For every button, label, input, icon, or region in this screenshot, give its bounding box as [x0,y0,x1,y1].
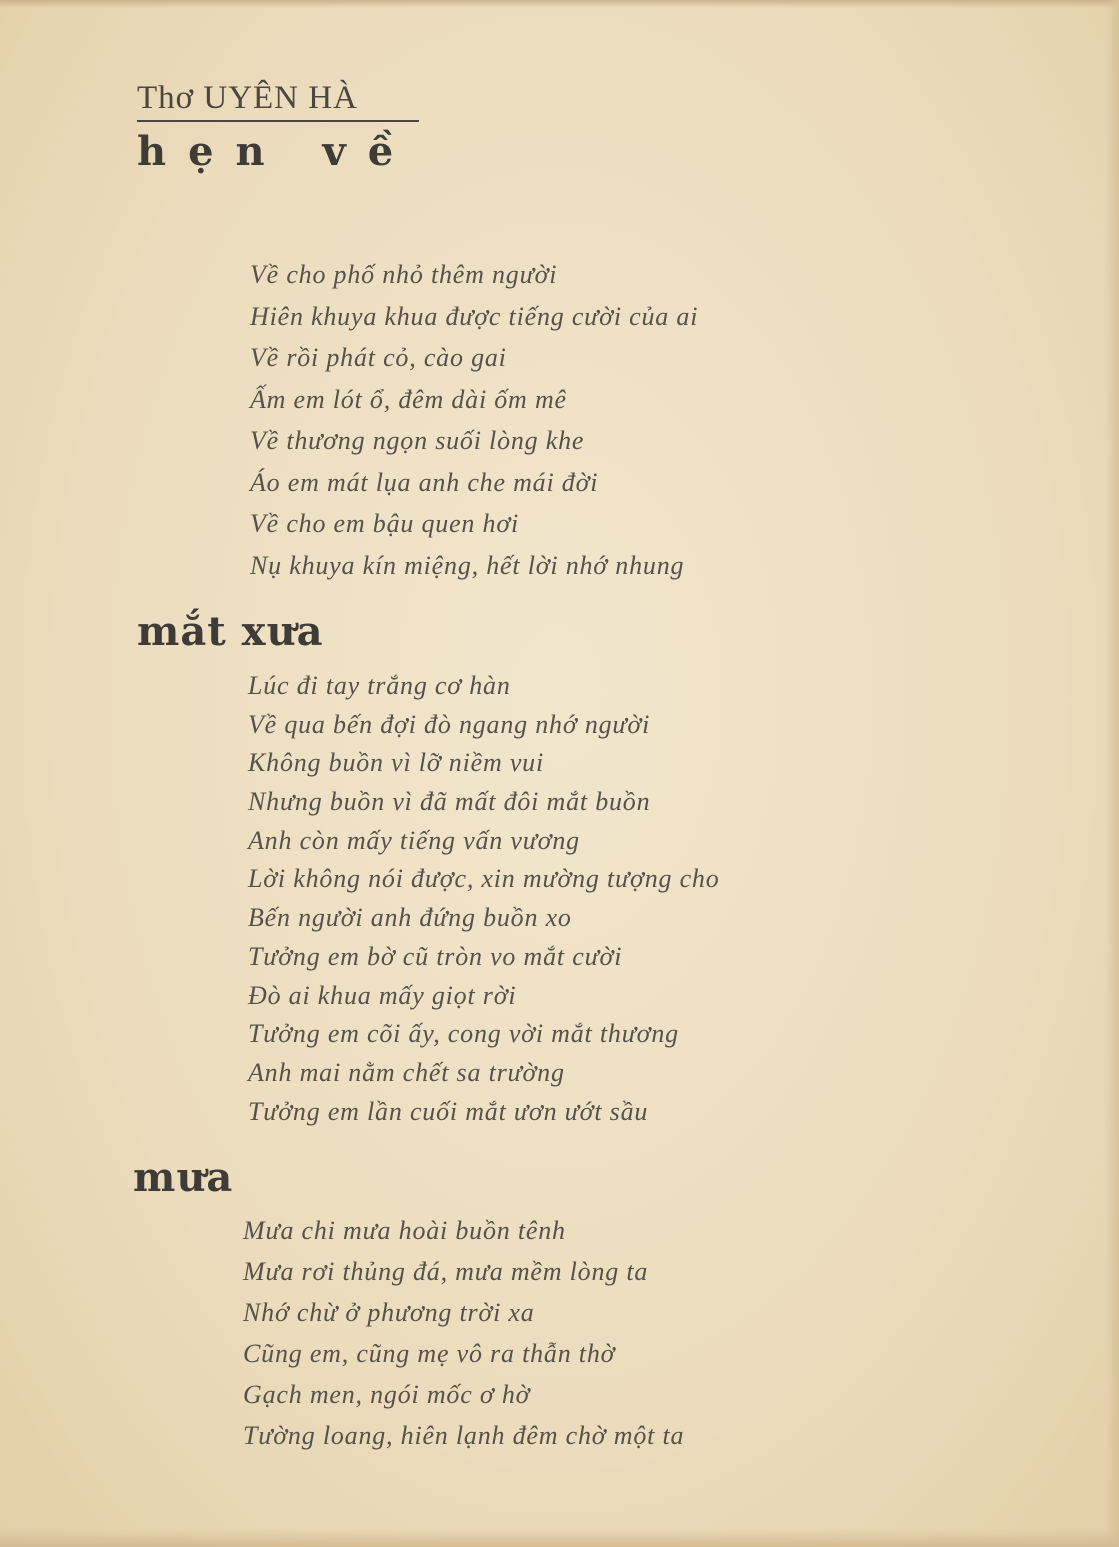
poem-line: Đò ai khua mấy giọt rời [248,980,517,1010]
poem-line: Không buồn vì lỡ niềm vui [248,748,545,778]
poem-line: Tường loang, hiên lạnh đêm chờ một ta [243,1421,685,1450]
poem-title-mua: mưa [133,1154,234,1201]
poem-line: Về cho em bậu quen hơi [250,509,520,538]
poem-line: Ấm em lót ổ, đêm dài ốm mê [250,384,567,414]
poem-line: Lúc đi tay trắng cơ hàn [248,671,511,700]
poem-line: Tưởng em cõi ấy, cong vời mắt thương [248,1019,679,1049]
poem-line: Bến người anh đứng buồn xo [248,903,572,933]
poem-title-mat-xua: mắt xưa [137,608,324,655]
author-byline: Thơ UYÊN HÀ [137,80,419,122]
poem-line: Gạch men, ngói mốc ơ hờ [243,1380,531,1409]
poem-line: Nụ khuya kín miệng, hết lời nhớ nhung [250,550,685,580]
poem-line: Anh mai nằm chết sa trường [248,1057,565,1087]
poem-line: Anh còn mấy tiếng vấn vương [248,825,580,855]
poem-hen-ve [250,254,698,586]
poem-line: Về qua bến đợi đò ngang nhớ người [248,709,651,739]
poem-mat-xua [248,667,720,1131]
poem-line: Cũng em, cũng mẹ vô ra thẫn thờ [243,1339,616,1368]
poem-line: Lời không nói được, xin mường tượng cho [248,864,720,894]
poem-line: Tưởng em lần cuối mắt ươn ướt sầu [248,1096,649,1126]
poem-line: Về cho phố nhỏ thêm người [250,260,558,289]
poem-line: Nhớ chừ ở phương trời xa [243,1298,535,1327]
poem-title-hen-ve: hẹn về [137,128,416,175]
poem-line: Mưa chi mưa hoài buồn tênh [243,1216,566,1245]
poem-line: Áo em mát lụa anh che mái đời [250,467,599,497]
poem-line: Tưởng em bờ cũ tròn vo mắt cười [248,941,623,971]
poem-line: Nhưng buồn vì đã mất đôi mắt buồn [248,787,651,817]
poem-line: Hiên khuya khua được tiếng cười của ai [250,301,699,331]
poem-line: Về rồi phát cỏ, cào gai [250,343,507,372]
poem-line: Về thương ngọn suối lòng khe [250,426,585,455]
page-edge-right [1105,0,1119,1547]
page-edge-top [0,0,1119,8]
page-header [137,80,419,122]
page-edge-bottom [0,1529,1119,1547]
poem-line: Mưa rơi thủng đá, mưa mềm lòng ta [243,1257,649,1286]
poem-mua [243,1210,684,1456]
